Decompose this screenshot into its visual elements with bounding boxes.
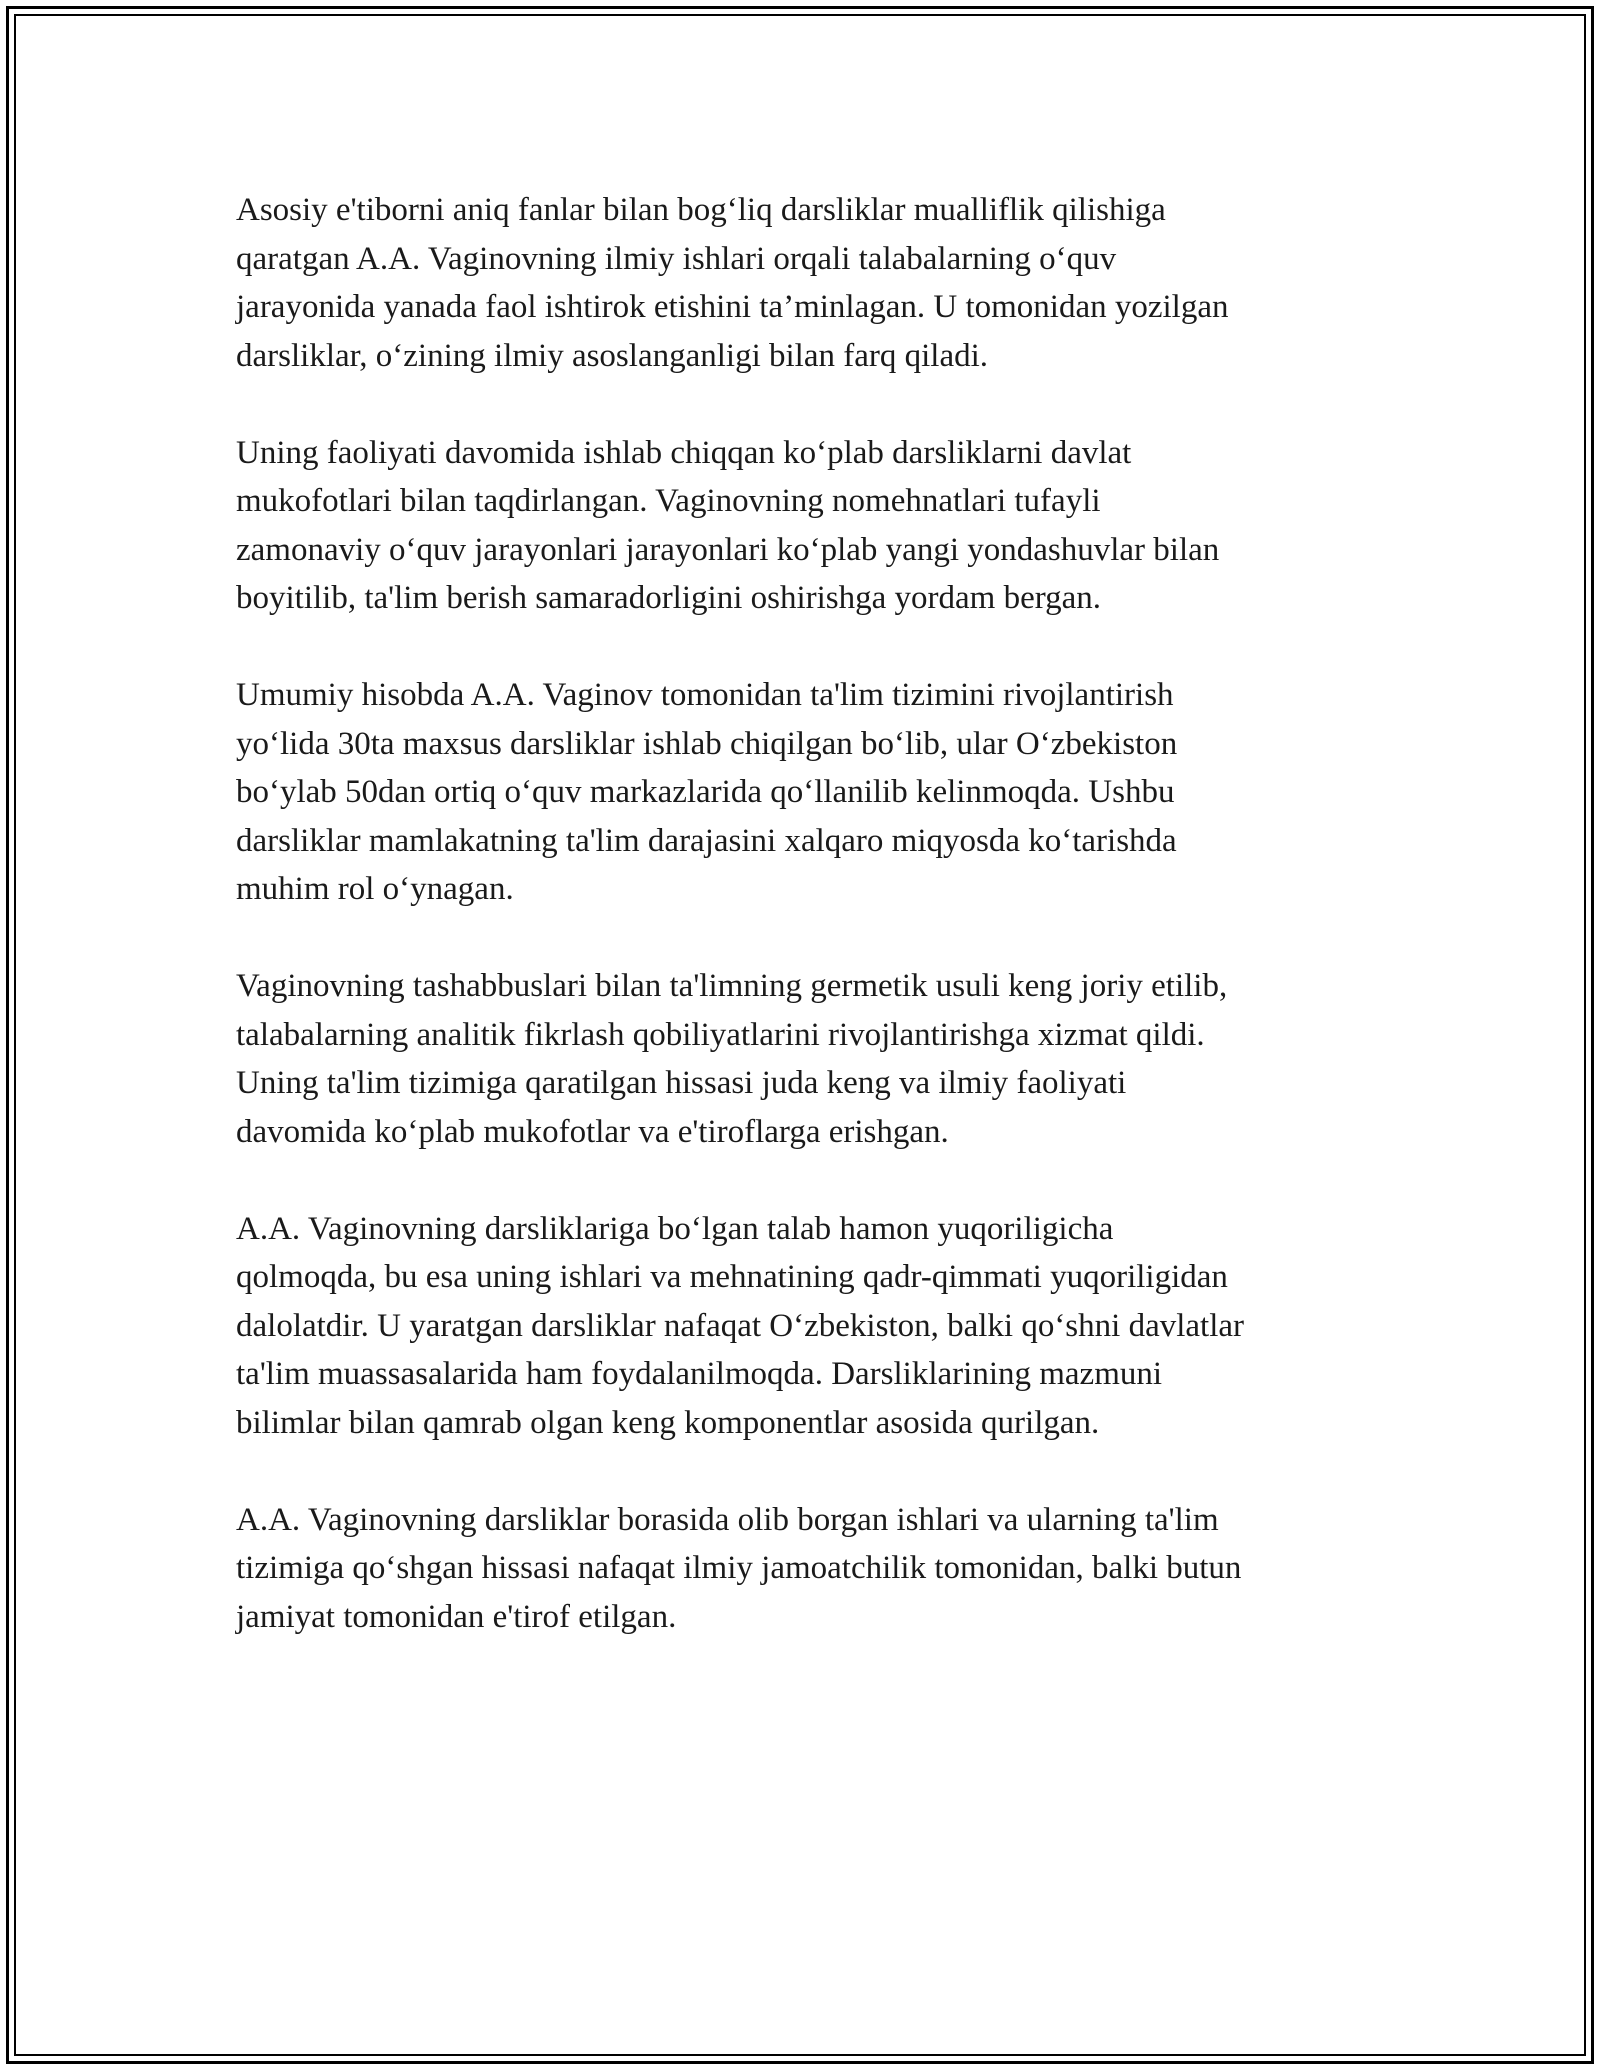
text-line: zamonaviy o‘quv jarayonlari jarayonlari ko‘plab yangi yondashuvlar bilan — [236, 531, 1220, 568]
text-line: darsliklar mamlakatning ta'lim darajasini xalqaro miqyosda ko‘tarishda — [236, 822, 1177, 859]
text-line: A.A. Vaginovning darsliklariga bo‘lgan talab hamon yuqoriligicha — [236, 1210, 1114, 1247]
text-line: ta'lim muassasalarida ham foydalanilmoqda. Darsliklarining mazmuni — [236, 1356, 1163, 1392]
text-line: Uning ta'lim tizimiga qaratilgan hissasi juda keng va ilmiy faoliyati — [236, 1065, 1127, 1101]
text-line: qolmoqda, bu esa uning ishlari va mehnatining qadr-qimmati yuqoriligidan — [236, 1259, 1228, 1295]
text-line: qaratgan A.A. Vaginovning ilmiy ishlari orqali talabalarning o‘quv — [236, 240, 1117, 277]
paragraph-4 — [236, 962, 1376, 1156]
paragraph-6 — [236, 1496, 1376, 1642]
text-line: mukofotlari bilan taqdirlangan. Vaginovning nomehnatlari tufayli — [236, 483, 1101, 519]
text-line: talabalarning analitik fikrlash qobiliyatlarini rivojlantirishga xizmat qildi. — [236, 1016, 1205, 1053]
text-line: A.A. Vaginovning darsliklar borasida olib borgan ishlari va ularning ta'lim — [236, 1501, 1219, 1538]
text-line: bilimlar bilan qamrab olgan keng komponentlar asosida qurilgan. — [236, 1404, 1100, 1441]
paragraph-3 — [236, 671, 1376, 914]
text-line: muhim rol o‘ynagan. — [236, 871, 514, 907]
text-line: jamiyat tomonidan e'tirof etilgan. — [236, 1598, 677, 1635]
text-line: Asosiy e'tiborni aniq fanlar bilan bog‘liq darsliklar mualliflik qilishiga — [236, 192, 1166, 228]
text-line: darsliklar, o‘zining ilmiy asoslanganligi bilan farq qiladi. — [236, 337, 989, 374]
text-line: Vaginovning tashabbuslari bilan ta'limning germetik usuli keng joriy etilib, — [236, 968, 1228, 1004]
paragraph-2 — [236, 429, 1376, 623]
paragraph-1 — [236, 186, 1376, 380]
document-body — [236, 186, 1376, 1690]
text-line: Umumiy hisobda A.A. Vaginov tomonidan ta'lim tizimini rivojlantirish — [236, 677, 1174, 713]
text-line: Uning faoliyati davomida ishlab chiqqan ko‘plab darsliklarni davlat — [236, 434, 1132, 471]
text-line: boyitilib, ta'lim berish samaradorligini oshirishga yordam bergan. — [236, 580, 1102, 616]
paragraph-5 — [236, 1205, 1376, 1448]
text-line: jarayonida yanada faol ishtirok etishini ta’minlagan. U tomonidan yozilgan — [236, 289, 1229, 325]
text-line: tizimiga qo‘shgan hissasi nafaqat ilmiy jamoatchilik tomonidan, balki butun — [236, 1550, 1242, 1586]
text-line: davomida ko‘plab mukofotlar va e'tiroflarga erishgan. — [236, 1113, 949, 1150]
text-line: yo‘lida 30ta maxsus darsliklar ishlab chiqilgan bo‘lib, ular O‘zbekiston — [236, 725, 1178, 762]
text-line: dalolatdir. U yaratgan darsliklar nafaqat O‘zbekiston, balki qo‘shni davlatlar — [236, 1307, 1244, 1344]
text-line: bo‘ylab 50dan ortiq o‘quv markazlarida qo‘llanilib kelinmoqda. Ushbu — [236, 774, 1175, 810]
